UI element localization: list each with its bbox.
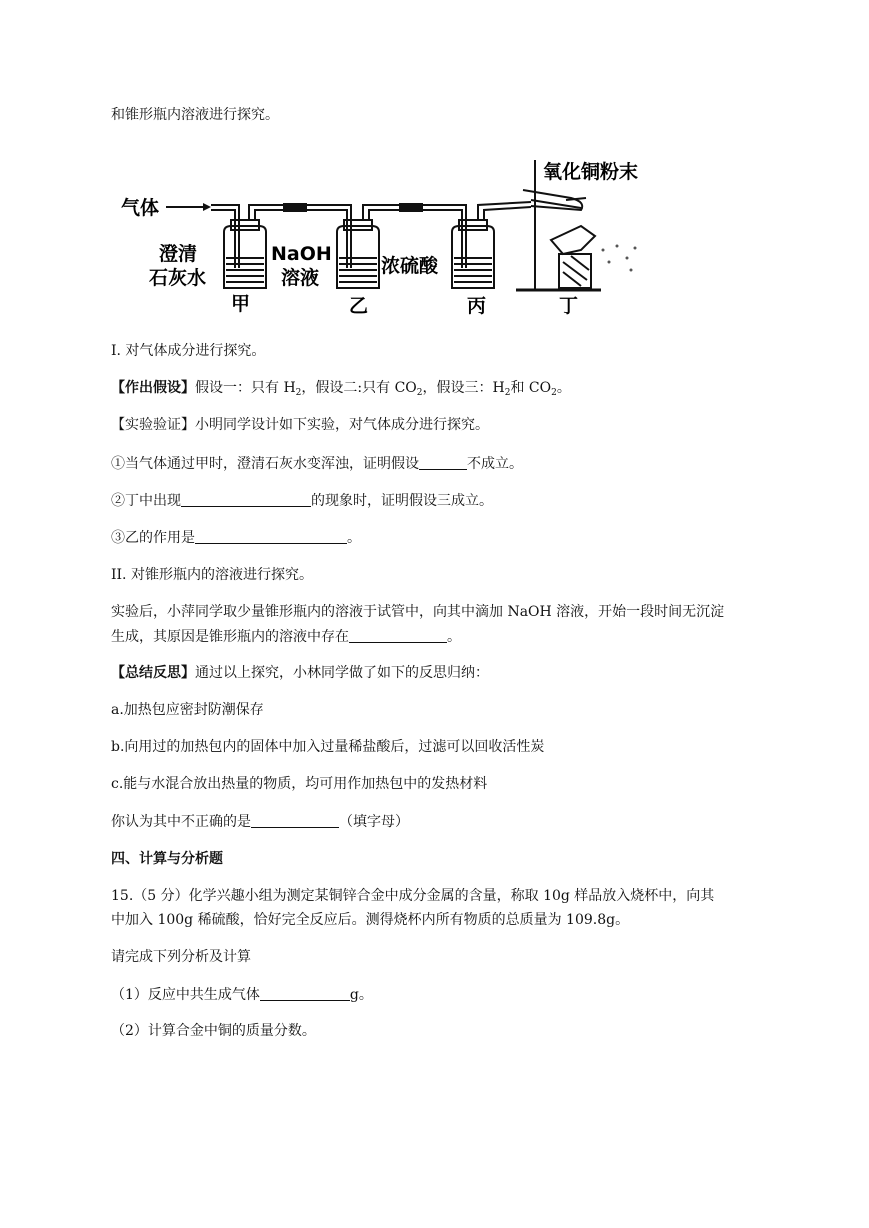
answer-blank-3[interactable]	[195, 528, 347, 544]
yi-label-1: NaOH	[271, 243, 332, 265]
bing-name: 丙	[467, 295, 487, 317]
yi-label-2: 溶液	[281, 267, 320, 289]
subscript: 2	[295, 388, 302, 398]
yi-name: 乙	[349, 295, 369, 317]
bottle-yi	[337, 220, 379, 288]
ding-label: 氧化铜粉末	[543, 161, 639, 183]
question-15-line-2: 中加入 100g 稀硫酸，恰好完全反应后。测得烧杯内所有物质的总质量为 109.8g。	[111, 912, 630, 928]
subscript: 2	[504, 388, 511, 398]
answer-blank-4[interactable]	[349, 627, 447, 643]
answer-blank-6[interactable]	[260, 985, 350, 1001]
question-3-end: 。	[347, 530, 361, 546]
summary-item-c: c.能与水混合放出热量的物质，均可用作加热包中的发热材料	[111, 776, 488, 792]
hypothesis-text-e: 。	[556, 380, 571, 396]
gas-label: 气体	[121, 197, 160, 219]
hypothesis-line	[111, 379, 571, 402]
part2-line-2	[111, 627, 461, 646]
part2-title: II. 对锥形瓶内的溶液进行探究。	[111, 567, 313, 583]
jia-name: 甲	[231, 293, 251, 315]
summary-text: 通过以上探究，小林同学做了如下的反思归纳：	[195, 665, 489, 681]
intro-text: 和锥形瓶内溶液进行探究。	[111, 107, 279, 123]
part2-line-1: 实验后，小萍同学取少量锥形瓶内的溶液于试管中，向其中滴加 NaOH 溶液，开始一段时间无沉淀	[111, 604, 725, 620]
answer-blank-5[interactable]	[251, 812, 339, 828]
summary-question	[111, 812, 409, 831]
question-1	[111, 454, 523, 473]
bing-label: 浓硫酸	[381, 255, 439, 277]
question-1-text: ①当气体通过甲时，澄清石灰水变浑浊，证明假设	[111, 456, 419, 472]
bottle-jia	[224, 220, 266, 288]
hypothesis-text-a: 假设一：只有 H	[195, 380, 296, 396]
summary-question-text: 你认为其中不正确的是	[111, 814, 251, 830]
part2-line-2-end: 。	[447, 629, 461, 645]
subscript: 2	[551, 388, 557, 398]
summary-item-a: a.加热包应密封防潮保存	[111, 702, 264, 718]
question-2-text: ②丁中出现	[111, 493, 181, 509]
subscript: 2	[416, 388, 423, 398]
sub-question-2: （2）计算合金中铜的质量分数。	[111, 1023, 316, 1039]
ding-name: 丁	[559, 295, 579, 317]
summary-line	[111, 664, 489, 682]
question-3	[111, 528, 361, 547]
sub-question-1-text: （1）反应中共生成气体	[111, 987, 260, 1003]
hypothesis-text-d: 和 CO	[510, 380, 552, 396]
answer-blank-1[interactable]	[419, 454, 467, 470]
hypothesis-text-b: ，假设二:只有 CO	[301, 380, 417, 396]
question-15-line-1: 15.（5 分）化学兴趣小组为测定某铜锌合金中成分金属的含量，称取 10g 样品放入烧杯中，向其	[111, 888, 715, 904]
answer-blank-2[interactable]	[181, 491, 311, 507]
question-3-text: ③乙的作用是	[111, 530, 195, 546]
sub-question-1-end: g。	[349, 987, 373, 1003]
instruction-line: 请完成下列分析及计算	[111, 949, 251, 965]
section-4-title: 四、计算与分析题	[111, 851, 223, 867]
question-2-end: 的现象时，证明假设三成立。	[311, 493, 493, 509]
question-2	[111, 491, 493, 510]
apparatus-diagram	[111, 150, 671, 322]
sub-question-1	[111, 985, 373, 1004]
summary-question-end: （填字母）	[339, 814, 409, 830]
part2-line-2-text: 生成，其原因是锥形瓶内的溶液中存在	[111, 629, 349, 645]
summary-item-b: b.向用过的加热包内的固体中加入过量稀盐酸后，过滤可以回收活性炭	[111, 739, 545, 755]
summary-bracket: 【总结反思】	[111, 665, 195, 681]
jia-label-2: 石灰水	[149, 267, 207, 289]
question-1-end: 不成立。	[467, 456, 523, 472]
hypothesis-text-c: ，假设三：H	[422, 380, 505, 396]
tube-bing-ding	[478, 202, 531, 220]
verify-line: 【实验验证】小明同学设计如下实验，对气体成分进行探究。	[111, 417, 489, 433]
bottle-bing	[452, 220, 494, 288]
hypothesis-bracket: 【作出假设】	[111, 380, 195, 396]
jia-label-1: 澄清	[159, 243, 198, 265]
part1-title: I. 对气体成分进行探究。	[111, 343, 266, 359]
